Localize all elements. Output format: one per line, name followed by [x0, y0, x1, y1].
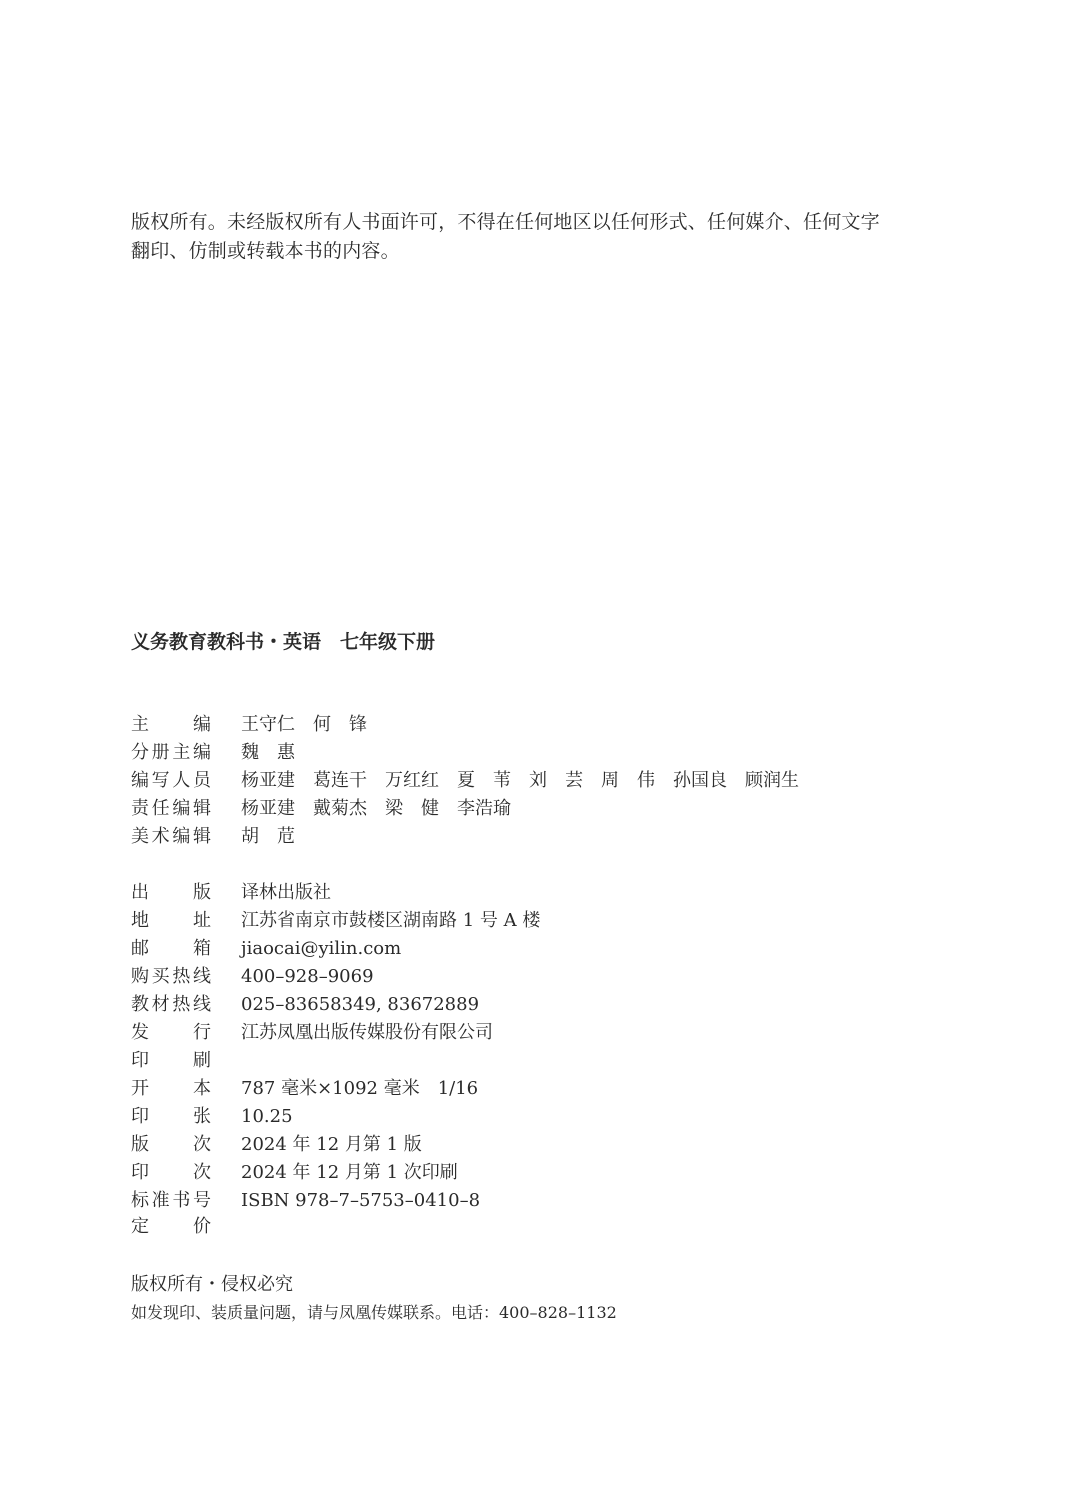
- publication-label: 出 版: [131, 882, 211, 903]
- publication-label: 教 材 热 线: [131, 994, 211, 1015]
- staff-row: [131, 767, 799, 795]
- copyright-notice-line-2: 翻印、仿制或转载本书的内容。: [131, 240, 400, 262]
- staff-label: 编 写 人 员: [131, 770, 211, 791]
- publication-label: 购 买 热 线: [131, 966, 211, 987]
- staff-row: [131, 795, 799, 823]
- staff-value: 胡 苊: [241, 826, 295, 847]
- publication-value: ISBN 978–7–5753–0410–8: [241, 1190, 481, 1211]
- publication-info: [131, 879, 540, 1239]
- publication-row: [131, 1187, 540, 1215]
- staff-row: [131, 711, 799, 739]
- publication-value: 江苏凤凰出版传媒股份有限公司: [241, 1022, 493, 1043]
- publication-row: [131, 907, 540, 935]
- publication-value: 400–928–9069: [241, 966, 374, 987]
- publication-row: [131, 1047, 540, 1075]
- publication-row: [131, 1159, 540, 1187]
- publication-row: [131, 1075, 540, 1103]
- publication-label: 开 本: [131, 1078, 211, 1099]
- publication-row: [131, 1131, 540, 1159]
- publication-row: [131, 1215, 540, 1239]
- staff-row: [131, 823, 799, 851]
- publication-label: 印 张: [131, 1106, 211, 1127]
- staff-label: 责 任 编 辑: [131, 798, 211, 819]
- publication-value: 2024 年 12 月第 1 版: [241, 1134, 422, 1155]
- publication-label: 标 准 书 号: [131, 1190, 211, 1211]
- publication-label: 发 行: [131, 1022, 211, 1043]
- staff-value: 魏 惠: [241, 742, 295, 763]
- rights-reserved-title: 版权所有・侵权必究: [131, 1274, 293, 1295]
- publication-label: 版 次: [131, 1134, 211, 1155]
- publication-row: [131, 935, 540, 963]
- book-title: 义务教育教科书・英语 七年级下册: [131, 631, 436, 653]
- quality-contact-line: 如发现印、装质量问题，请与凤凰传媒联系。电话：400–828–1132: [131, 1303, 617, 1322]
- publication-value: 译林出版社: [241, 882, 331, 903]
- publication-row: [131, 1103, 540, 1131]
- publication-row: [131, 963, 540, 991]
- publication-label: 邮 箱: [131, 938, 211, 959]
- staff-label: 主 编: [131, 714, 211, 735]
- publication-value: 2024 年 12 月第 1 次印刷: [241, 1162, 458, 1183]
- copyright-notice: [131, 208, 931, 266]
- staff-label: 美 术 编 辑: [131, 826, 211, 847]
- publication-row: [131, 879, 540, 907]
- staff-value: 杨亚建 葛连干 万红红 夏 苇 刘 芸 周 伟 孙国良 顾润生: [241, 770, 799, 791]
- publication-value: jiaocai@yilin.com: [241, 938, 402, 959]
- publication-label: 定 价: [131, 1216, 211, 1237]
- staff-credits: [131, 711, 799, 851]
- publication-label: 印 刷: [131, 1050, 211, 1071]
- copyright-notice-line-1: 版权所有。未经版权所有人书面许可，不得在任何地区以任何形式、任何媒介、任何文字: [131, 211, 880, 233]
- publication-value: 10.25: [241, 1106, 293, 1127]
- publication-value: 025–83658349, 83672889: [241, 994, 480, 1015]
- staff-value: 杨亚建 戴菊杰 梁 健 李浩瑜: [241, 798, 511, 819]
- staff-value: 王守仁 何 锋: [241, 714, 367, 735]
- publication-value: 787 毫米×1092 毫米 1/16: [241, 1078, 479, 1099]
- staff-label: 分 册 主 编: [131, 742, 211, 763]
- publication-row: [131, 1019, 540, 1047]
- publication-value: 江苏省南京市鼓楼区湖南路 1 号 A 楼: [241, 910, 541, 931]
- publication-label: 地 址: [131, 910, 211, 931]
- staff-row: [131, 739, 799, 767]
- publication-row: [131, 991, 540, 1019]
- publication-label: 印 次: [131, 1162, 211, 1183]
